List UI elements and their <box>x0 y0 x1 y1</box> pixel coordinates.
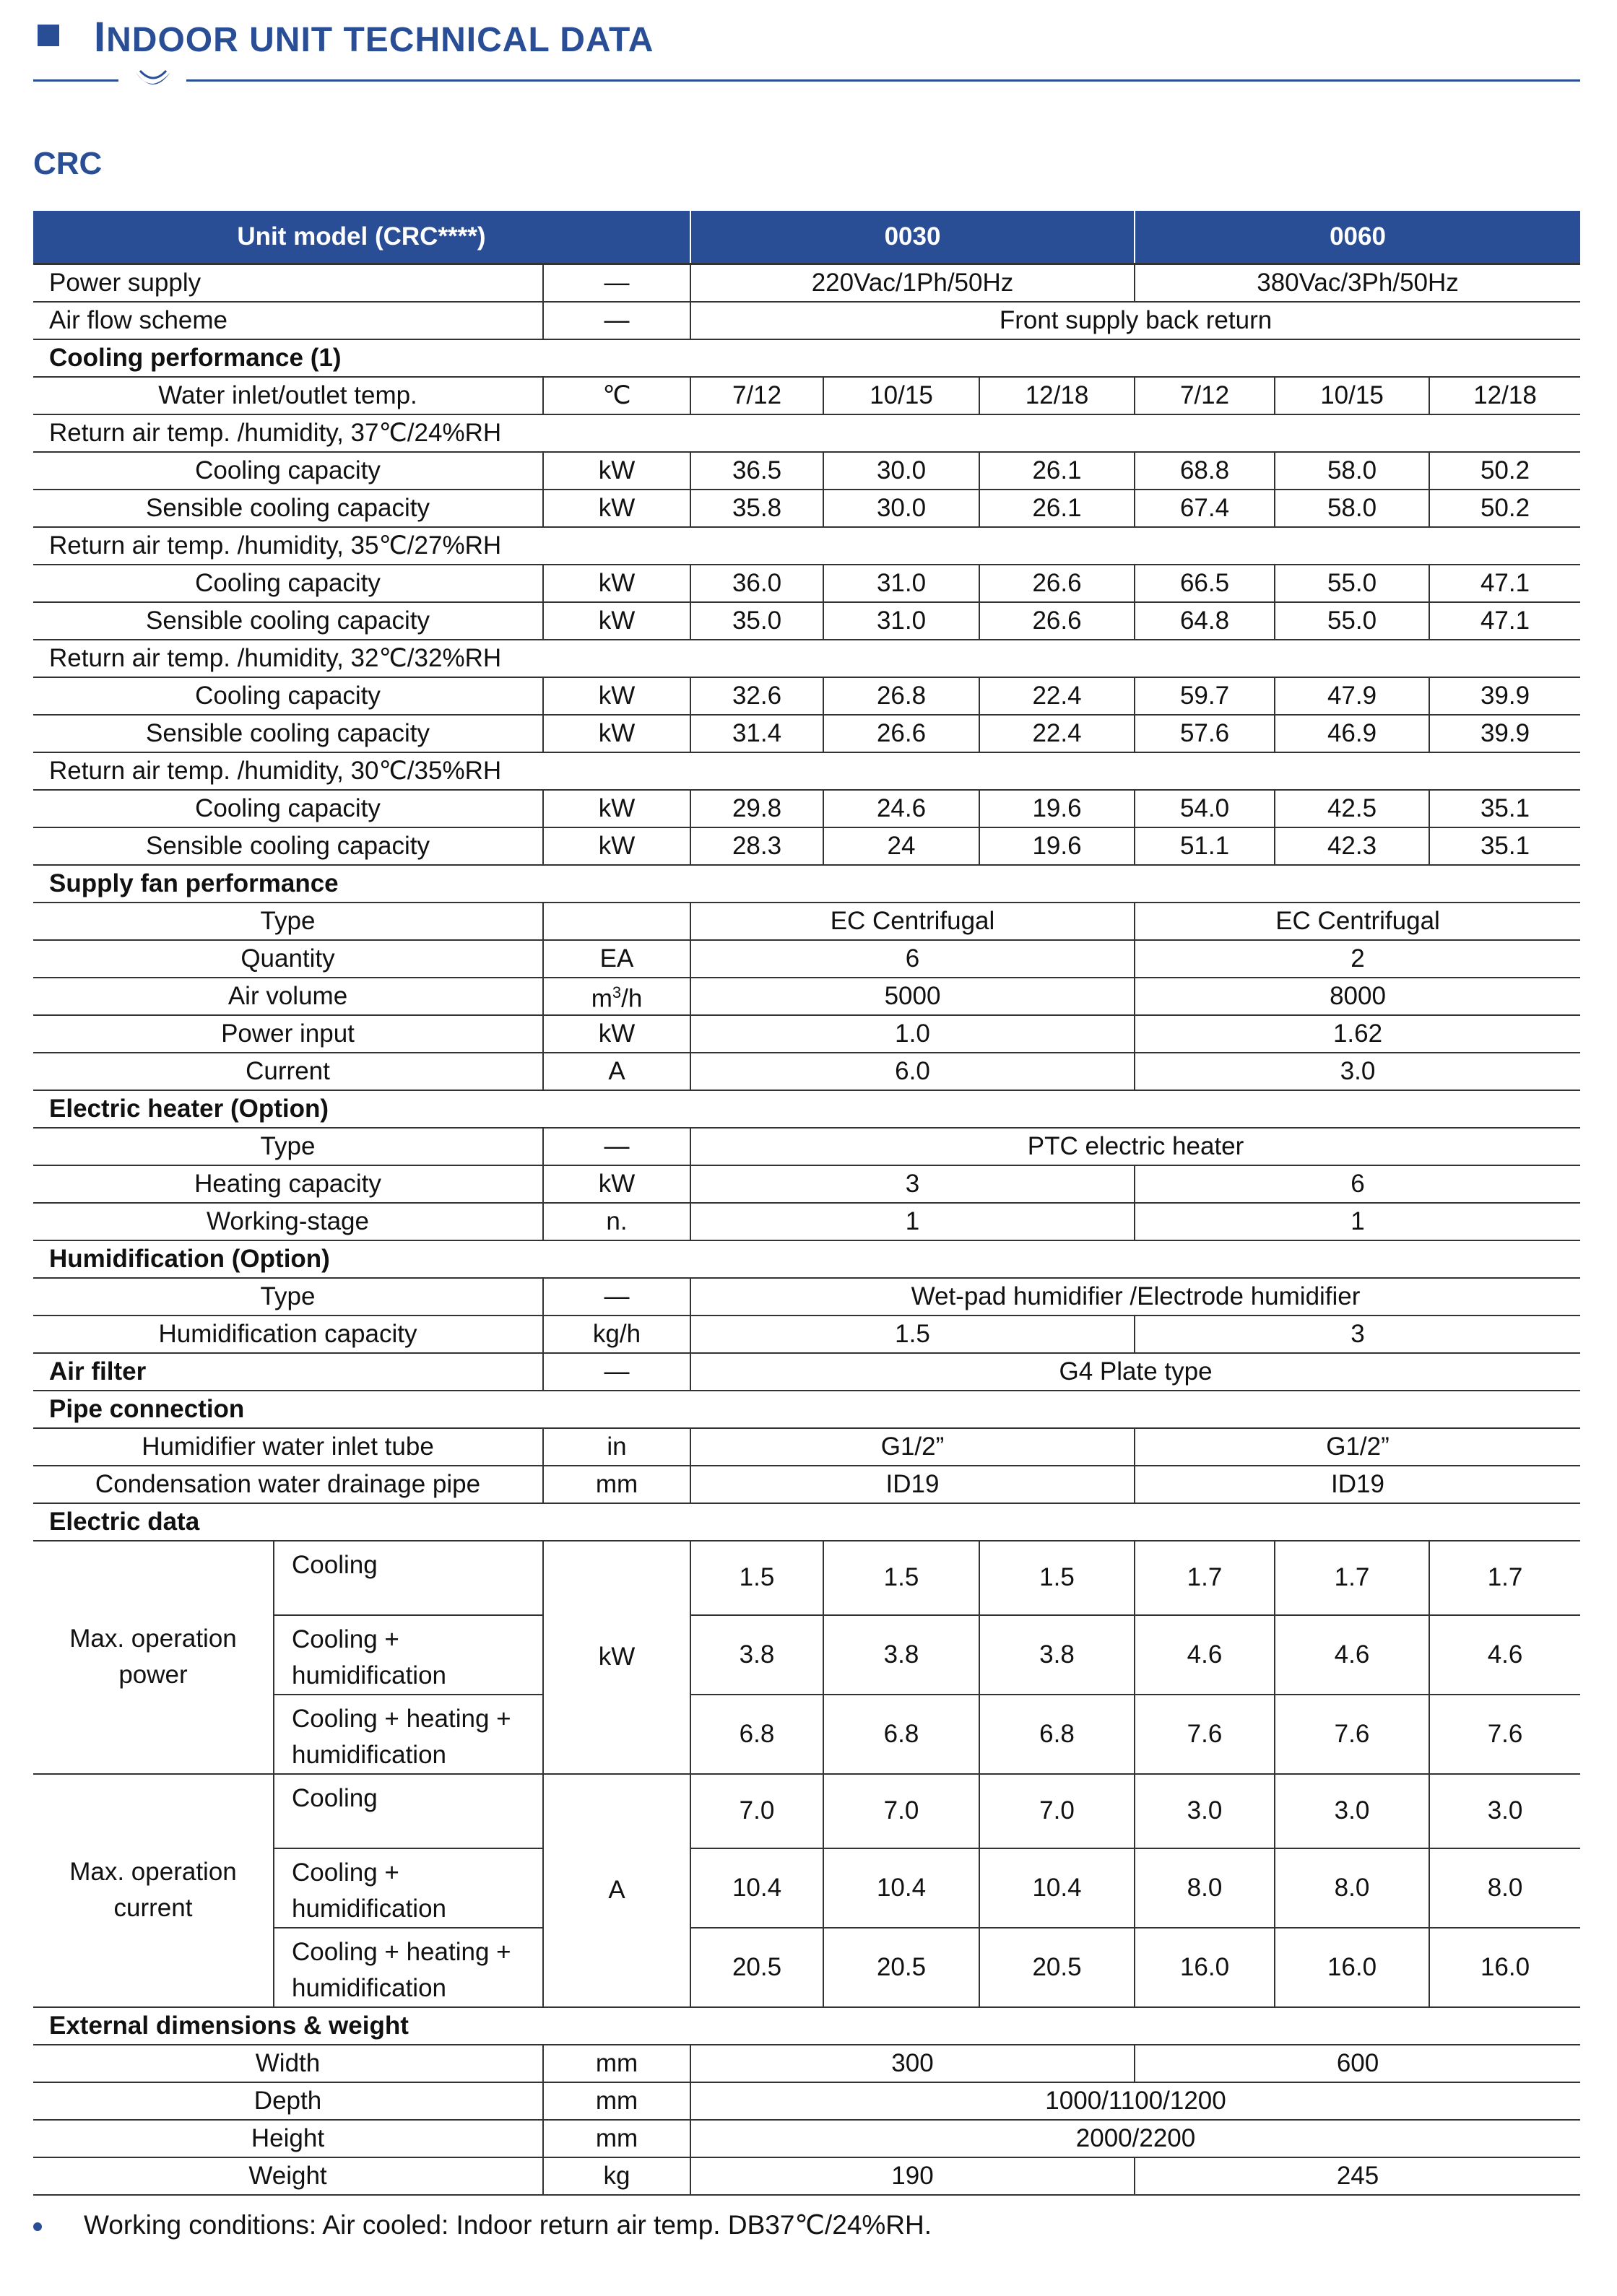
row-label: Type <box>33 1128 543 1165</box>
cell-value: 22.4 <box>979 715 1135 752</box>
row-unit: mm <box>543 1466 690 1503</box>
cooling-groups <box>33 414 1580 865</box>
row-unit: kW <box>543 565 690 602</box>
cell-value: 10.4 <box>690 1848 823 1928</box>
cell-value: 42.5 <box>1275 790 1429 827</box>
cell-value: 6.8 <box>690 1695 823 1774</box>
cell-value: 47.1 <box>1429 565 1580 602</box>
cell-value: 26.6 <box>979 565 1135 602</box>
unit-model-header: Unit model (CRC****) <box>33 211 690 264</box>
table-row <box>33 940 1580 978</box>
cell-value: 1.7 <box>1135 1541 1275 1615</box>
model-0060-header: 0060 <box>1135 211 1580 264</box>
row-unit: — <box>543 1353 690 1391</box>
cell-value: 1.5 <box>690 1316 1135 1353</box>
cell-value: 1000/1100/1200 <box>690 2082 1580 2120</box>
cell-value: 32.6 <box>690 677 823 715</box>
cell-value: 58.0 <box>1275 452 1429 490</box>
row-unit: kW <box>543 790 690 827</box>
group-heading: Return air temp. /humidity, 37℃/24%RH <box>33 414 1580 452</box>
cell-value: 31.4 <box>690 715 823 752</box>
cell-value: 7/12 <box>690 377 823 414</box>
wave-logo-icon <box>133 68 173 92</box>
cell-value: 4.6 <box>1275 1615 1429 1695</box>
table-row <box>33 2045 1580 2082</box>
electric-data <box>33 1541 1580 2007</box>
cell-value: 3.8 <box>979 1615 1135 1695</box>
row-unit: kW <box>543 715 690 752</box>
row-unit: kg/h <box>543 1316 690 1353</box>
cell-value: 3.0 <box>1135 1053 1580 1090</box>
row-label: Cooling capacity <box>33 452 543 490</box>
cell-value: 19.6 <box>979 790 1135 827</box>
row-unit: mm <box>543 2082 690 2120</box>
group-heading: Return air temp. /humidity, 32℃/32%RH <box>33 640 1580 677</box>
table-row <box>33 377 1580 414</box>
row-label: Power input <box>33 1015 543 1053</box>
row-unit: kW <box>543 602 690 640</box>
cell-value: 51.1 <box>1135 827 1275 865</box>
table-row <box>33 1053 1580 1090</box>
row-label: Height <box>33 2120 543 2157</box>
row-label: Weight <box>33 2157 543 2195</box>
cell-value: 26.1 <box>979 452 1135 490</box>
cell-value: 29.8 <box>690 790 823 827</box>
cell-value: 16.0 <box>1275 1928 1429 2007</box>
cell-value: 6.8 <box>823 1695 979 1774</box>
cell-value: 6 <box>1135 1165 1580 1203</box>
row-unit <box>543 903 690 940</box>
row-label: Type <box>33 1278 543 1316</box>
row-label: Sensible cooling capacity <box>33 827 543 865</box>
cell-value: 30.0 <box>823 490 979 527</box>
header-square-icon <box>38 25 59 46</box>
cell-value: 55.0 <box>1275 565 1429 602</box>
table-row <box>33 490 1580 527</box>
cell-value: 1 <box>1135 1203 1580 1240</box>
group-row <box>33 414 1580 452</box>
group-label: Max. operation current <box>33 1774 274 2007</box>
row-label: Depth <box>33 2082 543 2120</box>
group-heading: Return air temp. /humidity, 30℃/35%RH <box>33 752 1580 790</box>
section-heading: Electric data <box>33 1503 1580 1541</box>
table-row <box>33 1015 1580 1053</box>
cell-value: ID19 <box>690 1466 1135 1503</box>
cell-value: 12/18 <box>1429 377 1580 414</box>
cell-value: 600 <box>1135 2045 1580 2082</box>
row-label: Current <box>33 1053 543 1090</box>
cell-value: 26.1 <box>979 490 1135 527</box>
section-heading: Pipe connection <box>33 1391 1580 1428</box>
row-unit: $m^3/h$ <box>543 978 690 1015</box>
cell-value: 245 <box>1135 2157 1580 2195</box>
cell-value: 190 <box>690 2157 1135 2195</box>
cell-value: 6.0 <box>690 1053 1135 1090</box>
section-heading: Humidification (Option) <box>33 1240 1580 1278</box>
header-rule-left <box>33 79 118 82</box>
table-row <box>33 602 1580 640</box>
cell-value: 66.5 <box>1135 565 1275 602</box>
cell-value: 4.6 <box>1429 1615 1580 1695</box>
table-row <box>33 1774 1580 1848</box>
cell-value: 42.3 <box>1275 827 1429 865</box>
cell-value: 20.5 <box>690 1928 823 2007</box>
table-row <box>33 452 1580 490</box>
row-label: Water inlet/outlet temp. <box>33 377 543 414</box>
cell-value: 55.0 <box>1275 602 1429 640</box>
row-unit: ℃ <box>543 377 690 414</box>
row-unit: A <box>543 1774 690 2007</box>
cell-value: 10.4 <box>979 1848 1135 1928</box>
table-row <box>33 264 1580 302</box>
cell-value: 3.8 <box>690 1615 823 1695</box>
cell-value: 8.0 <box>1275 1848 1429 1928</box>
table-row <box>33 1278 1580 1316</box>
cell-value: 58.0 <box>1275 490 1429 527</box>
row-label: Width <box>33 2045 543 2082</box>
row-label: Quantity <box>33 940 543 978</box>
row-label: Air flow scheme <box>33 302 543 339</box>
cell-value: 26.6 <box>979 602 1135 640</box>
section-row <box>33 865 1580 903</box>
table-header-row <box>33 211 1580 264</box>
cell-value: 16.0 <box>1135 1928 1275 2007</box>
cell-value: 8.0 <box>1429 1848 1580 1928</box>
cell-value: 1.5 <box>690 1541 823 1615</box>
cell-value: ID19 <box>1135 1466 1580 1503</box>
cell-value: 22.4 <box>979 677 1135 715</box>
mode-label: Cooling <box>274 1774 543 1848</box>
table-row <box>33 715 1580 752</box>
table-row <box>33 790 1580 827</box>
cell-value: 7.0 <box>823 1774 979 1848</box>
cell-value: 3 <box>690 1165 1135 1203</box>
cell-value: 50.2 <box>1429 490 1580 527</box>
section-row <box>33 1391 1580 1428</box>
cell-value: 30.0 <box>823 452 979 490</box>
cell-value: G1/2” <box>1135 1428 1580 1466</box>
cell-value: PTC electric heater <box>690 1128 1580 1165</box>
cell-value: 12/18 <box>979 377 1135 414</box>
cell-value: 1.5 <box>979 1541 1135 1615</box>
row-unit: kW <box>543 1541 690 1774</box>
row-unit: kW <box>543 827 690 865</box>
cell-value: 8000 <box>1135 978 1580 1015</box>
cell-value: 1 <box>690 1203 1135 1240</box>
row-unit: — <box>543 1128 690 1165</box>
row-unit: kW <box>543 452 690 490</box>
table-row <box>33 1128 1580 1165</box>
cell-value: 57.6 <box>1135 715 1275 752</box>
cell-value: 3.8 <box>823 1615 979 1695</box>
cell-value: 26.8 <box>823 677 979 715</box>
cell-value: 64.8 <box>1135 602 1275 640</box>
row-label: Working-stage <box>33 1203 543 1240</box>
page-title: INDOOR UNIT TECHNICAL DATA <box>94 14 654 61</box>
cell-value: 6 <box>690 940 1135 978</box>
row-unit: kW <box>543 490 690 527</box>
cell-value: 1.7 <box>1429 1541 1580 1615</box>
cell-value: 1.7 <box>1275 1541 1429 1615</box>
mode-label: Cooling + heating + humidification <box>274 1695 543 1774</box>
table-row <box>33 2120 1580 2157</box>
cell-value: EC Centrifugal <box>1135 903 1580 940</box>
row-unit: in <box>543 1428 690 1466</box>
section-heading: Supply fan performance <box>33 865 1580 903</box>
cell-value: G4 Plate type <box>690 1353 1580 1391</box>
cell-value: 7.6 <box>1429 1695 1580 1774</box>
section-row <box>33 1240 1580 1278</box>
cell-value: 24 <box>823 827 979 865</box>
cell-value: 8.0 <box>1135 1848 1275 1928</box>
row-unit: kW <box>543 1015 690 1053</box>
section-row <box>33 1090 1580 1128</box>
cell-value: 28.3 <box>690 827 823 865</box>
table-row <box>33 677 1580 715</box>
cell-value: 68.8 <box>1135 452 1275 490</box>
row-label: Humidification capacity <box>33 1316 543 1353</box>
cell-value: 35.8 <box>690 490 823 527</box>
table-row <box>33 302 1580 339</box>
cell-value: 67.4 <box>1135 490 1275 527</box>
row-label: Condensation water drainage pipe <box>33 1466 543 1503</box>
group-row <box>33 640 1580 677</box>
row-label: Sensible cooling capacity <box>33 602 543 640</box>
row-label: Humidifier water inlet tube <box>33 1428 543 1466</box>
row-unit: n. <box>543 1203 690 1240</box>
cell-value: 7/12 <box>1135 377 1275 414</box>
table-row <box>33 1165 1580 1203</box>
section-title: CRC <box>33 146 103 181</box>
cell-value: 20.5 <box>979 1928 1135 2007</box>
cell-value: 47.9 <box>1275 677 1429 715</box>
cell-value: 7.0 <box>979 1774 1135 1848</box>
cell-value: 2 <box>1135 940 1580 978</box>
cell-value: 10/15 <box>1275 377 1429 414</box>
cell-value: 31.0 <box>823 602 979 640</box>
group-heading: Return air temp. /humidity, 35℃/27%RH <box>33 527 1580 565</box>
row-unit: kg <box>543 2157 690 2195</box>
section-heading: Cooling performance (1) <box>33 339 1580 377</box>
group-row <box>33 527 1580 565</box>
cell-value: 31.0 <box>823 565 979 602</box>
group-label: Max. operation power <box>33 1541 274 1774</box>
cell-value: 7.6 <box>1135 1695 1275 1774</box>
cell-value: 26.6 <box>823 715 979 752</box>
row-label: Power supply <box>33 264 543 302</box>
cell-value: Wet-pad humidifier /Electrode humidifier <box>690 1278 1580 1316</box>
group-row <box>33 752 1580 790</box>
cell-value: 35.1 <box>1429 827 1580 865</box>
table-row <box>33 1466 1580 1503</box>
table-row <box>33 1428 1580 1466</box>
cell-value: 4.6 <box>1135 1615 1275 1695</box>
row-unit: — <box>543 1278 690 1316</box>
section-heading: Air filter <box>33 1353 543 1391</box>
table-row <box>33 2082 1580 2120</box>
section-row <box>33 2007 1580 2045</box>
table-row <box>33 1353 1580 1391</box>
row-unit: mm <box>543 2045 690 2082</box>
cell-value: 39.9 <box>1429 677 1580 715</box>
row-unit: mm <box>543 2120 690 2157</box>
cell-value: 50.2 <box>1429 452 1580 490</box>
cell-value: 1.0 <box>690 1015 1135 1053</box>
model-0030-header: 0030 <box>690 211 1135 264</box>
row-unit: A <box>543 1053 690 1090</box>
cell-value: 59.7 <box>1135 677 1275 715</box>
cell-value: 46.9 <box>1275 715 1429 752</box>
cell-value: EC Centrifugal <box>690 903 1135 940</box>
cell-value: 3.0 <box>1275 1774 1429 1848</box>
cell-value: 54.0 <box>1135 790 1275 827</box>
cell-value: 36.5 <box>690 452 823 490</box>
cell-value: Front supply back return <box>690 302 1580 339</box>
mode-label: Cooling + humidification <box>274 1615 543 1695</box>
cell-value: 10/15 <box>823 377 979 414</box>
cell-value: 1.62 <box>1135 1015 1580 1053</box>
row-unit: — <box>543 264 690 302</box>
cell-value: 19.6 <box>979 827 1135 865</box>
header-rule-right <box>186 79 1580 82</box>
table-row <box>33 2157 1580 2195</box>
section-heading: Electric heater (Option) <box>33 1090 1580 1128</box>
section-heading: External dimensions & weight <box>33 2007 1580 2045</box>
row-unit: kW <box>543 677 690 715</box>
section-row <box>33 339 1580 377</box>
cell-value: 7.0 <box>690 1774 823 1848</box>
table-row <box>33 565 1580 602</box>
table-row <box>33 978 1580 1015</box>
mode-label: Cooling + humidification <box>274 1848 543 1928</box>
cell-value: 7.6 <box>1275 1695 1429 1774</box>
row-label: Air volume <box>33 978 543 1015</box>
cell-value: 24.6 <box>823 790 979 827</box>
cell-value: 380Vac/3Ph/50Hz <box>1135 264 1580 302</box>
row-label: Cooling capacity <box>33 790 543 827</box>
table-row <box>33 827 1580 865</box>
cell-value: 39.9 <box>1429 715 1580 752</box>
cell-value: 36.0 <box>690 565 823 602</box>
cell-value: 2000/2200 <box>690 2120 1580 2157</box>
row-label: Cooling capacity <box>33 565 543 602</box>
section-row <box>33 1503 1580 1541</box>
bullet-icon <box>33 2222 42 2231</box>
footnote: Working conditions: Air cooled: Indoor return air temp. DB37℃/24%RH. <box>33 2209 932 2240</box>
mode-label: Cooling <box>274 1541 543 1615</box>
cell-value: 20.5 <box>823 1928 979 2007</box>
table-row <box>33 903 1580 940</box>
table-row <box>33 1203 1580 1240</box>
mode-label: Cooling + heating + humidification <box>274 1928 543 2007</box>
row-label: Cooling capacity <box>33 677 543 715</box>
cell-value: 6.8 <box>979 1695 1135 1774</box>
table-row <box>33 1316 1580 1353</box>
cell-value: 1.5 <box>823 1541 979 1615</box>
row-label: Sensible cooling capacity <box>33 490 543 527</box>
cell-value: 35.0 <box>690 602 823 640</box>
cell-value: 3.0 <box>1429 1774 1580 1848</box>
row-unit: EA <box>543 940 690 978</box>
cell-value: 3.0 <box>1135 1774 1275 1848</box>
cell-value: 35.1 <box>1429 790 1580 827</box>
cell-value: 10.4 <box>823 1848 979 1928</box>
row-label: Sensible cooling capacity <box>33 715 543 752</box>
cell-value: 16.0 <box>1429 1928 1580 2007</box>
cell-value: 47.1 <box>1429 602 1580 640</box>
cell-value: 5000 <box>690 978 1135 1015</box>
spec-table <box>33 211 1580 2196</box>
cell-value: 3 <box>1135 1316 1580 1353</box>
cell-value: G1/2” <box>690 1428 1135 1466</box>
cell-value: 300 <box>690 2045 1135 2082</box>
row-unit: kW <box>543 1165 690 1203</box>
cell-value: 220Vac/1Ph/50Hz <box>690 264 1135 302</box>
table-row <box>33 1541 1580 1615</box>
row-label: Heating capacity <box>33 1165 543 1203</box>
row-label: Type <box>33 903 543 940</box>
row-unit: — <box>543 302 690 339</box>
